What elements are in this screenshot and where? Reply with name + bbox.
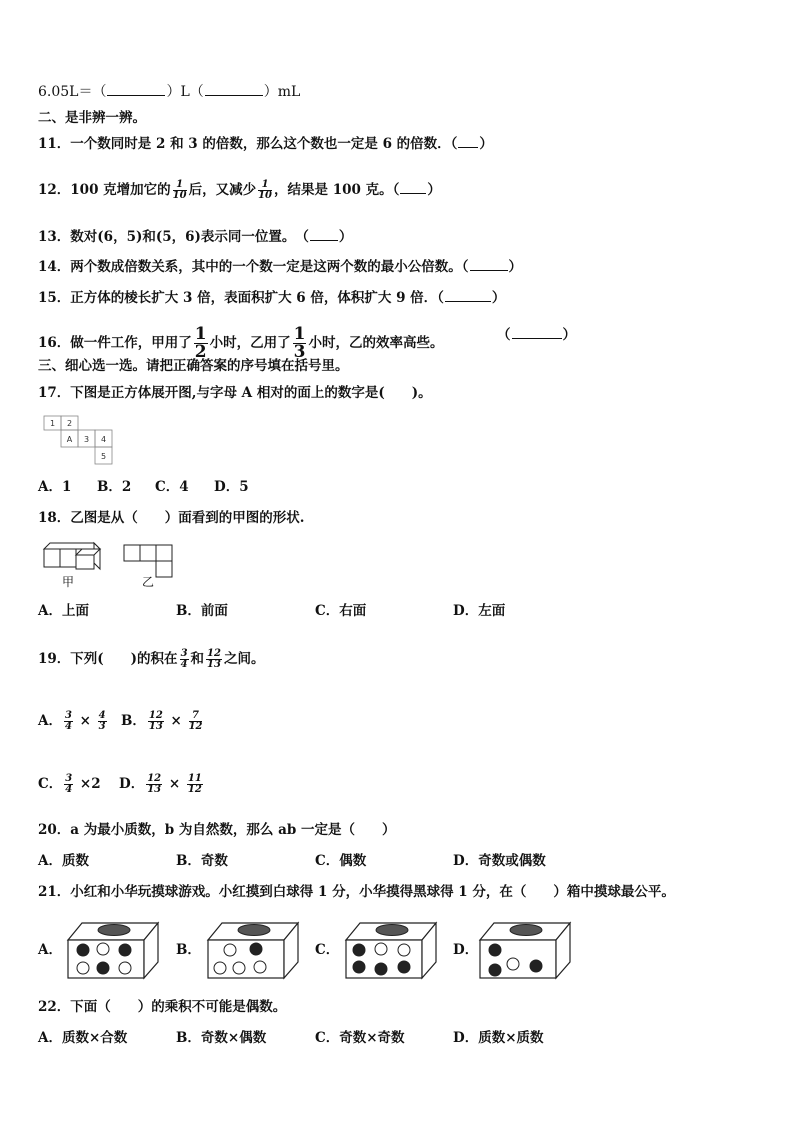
- option-b[interactable]: B．前面: [176, 603, 228, 619]
- ball-box-c[interactable]: [346, 920, 438, 980]
- option-a[interactable]: A．1: [38, 479, 72, 495]
- cube-stack-figure-jia: [44, 543, 114, 589]
- fraction: $\frac{1}{2}$: [194, 324, 207, 362]
- option-a[interactable]: A．质数: [38, 853, 89, 869]
- question-20: 20．a 为最小质数，b 为自然数，那么 ab 一定是（ ）: [38, 822, 396, 838]
- question-16-answer: （ ）: [497, 327, 576, 343]
- answer-blank[interactable]: [107, 83, 165, 96]
- fraction: $\frac{1}{3}$: [293, 324, 306, 362]
- question-12: 12．100 克增加它的 $\frac{1}{10}$ 后，又减少 $\frac{1}{10}$ ，结果是 100 克。（ ）: [38, 179, 441, 201]
- section-heading: 二、是非辨一辨。: [38, 110, 146, 126]
- question-15: 15．正方体的棱长扩大 3 倍，表面积扩大 6 倍，体积扩大 9 倍．（ ）: [38, 290, 506, 306]
- unit-conversion-line: 6.05L＝（ ）L（ ）mL: [38, 84, 301, 100]
- question-17: 17．下图是正方体展开图,与字母 A 相对的面上的数字是( )。: [38, 385, 432, 401]
- ball-box-a[interactable]: [68, 920, 160, 980]
- answer-blank[interactable]: [445, 289, 491, 302]
- question-21: 21．小红和小华玩摸球游戏。小红摸到白球得 1 分，小华摸得黑球得 1 分，在（ ）箱中摸球最公平。: [38, 884, 675, 900]
- fraction: $\frac{11}{12}$: [187, 773, 202, 795]
- answer-blank[interactable]: [512, 326, 562, 339]
- net-cell: A: [66, 435, 73, 444]
- figure-label-yi: 乙: [142, 575, 155, 589]
- question-11: 11．一个数同时是 2 和 3 的倍数，那么这个数也一定是 6 的倍数．（ ）: [38, 136, 493, 152]
- question-22: 22．下面（ ）的乘积不可能是偶数。: [38, 999, 287, 1015]
- question-16: 16．做一件工作，甲用了 $\frac{1}{2}$ 小时，乙用了 $\frac{1}{3}$ 小时，乙的效率高些。: [38, 324, 444, 362]
- option-d[interactable]: D．: [453, 942, 479, 958]
- answer-blank[interactable]: [458, 135, 478, 148]
- fraction: $\frac{1}{10}$: [172, 179, 187, 201]
- option-c[interactable]: C．4: [155, 479, 189, 495]
- option-b[interactable]: B．奇数: [176, 853, 228, 869]
- option-b[interactable]: B．2: [97, 479, 132, 495]
- option-d[interactable]: D．左面: [453, 603, 506, 619]
- option-b[interactable]: B． $\frac{12}{13}$ × $\frac{7}{12}$: [121, 710, 203, 732]
- ball-box-d[interactable]: [480, 920, 572, 980]
- answer-blank[interactable]: [400, 181, 426, 194]
- option-c[interactable]: C． $\frac{3}{4}$ ×2: [38, 773, 101, 795]
- option-c[interactable]: C．右面: [315, 603, 367, 619]
- fraction: $\frac{3}{4}$: [65, 773, 73, 795]
- option-d[interactable]: D．质数×质数: [453, 1030, 544, 1046]
- option-a[interactable]: A． $\frac{3}{4}$ × $\frac{4}{3}$: [38, 710, 106, 732]
- option-a[interactable]: A．上面: [38, 603, 89, 619]
- figure-label-jia: 甲: [62, 575, 75, 589]
- fraction: $\frac{3}{4}$: [64, 710, 72, 732]
- option-d[interactable]: D．5: [214, 479, 249, 495]
- option-c[interactable]: C．偶数: [315, 853, 367, 869]
- fraction: $\frac{1}{10}$: [258, 179, 273, 201]
- option-d[interactable]: D．奇数或偶数: [453, 853, 546, 869]
- option-b[interactable]: B．奇数×偶数: [176, 1030, 267, 1046]
- net-cell: 3: [83, 435, 90, 444]
- net-cell: 5: [100, 452, 107, 461]
- net-cell: 4: [100, 435, 107, 444]
- ball-box-b[interactable]: [208, 920, 300, 980]
- fraction: $\frac{3}{4}$: [180, 648, 188, 670]
- answer-blank[interactable]: [205, 83, 263, 96]
- cube-net-figure: [44, 416, 118, 468]
- option-a[interactable]: A．质数×合数: [38, 1030, 128, 1046]
- fraction: $\frac{7}{12}$: [188, 710, 203, 732]
- option-c[interactable]: C．奇数×奇数: [315, 1030, 405, 1046]
- fraction: $\frac{12}{13}$: [148, 710, 163, 732]
- fraction: $\frac{4}{3}$: [98, 710, 106, 732]
- section-heading: 三、细心选一选。请把正确答案的序号填在括号里。: [38, 358, 349, 374]
- question-14: 14．两个数成倍数关系，其中的一个数一定是这两个数的最小公倍数。（ ）: [38, 259, 523, 275]
- option-d[interactable]: D． $\frac{12}{13}$ × $\frac{11}{12}$: [119, 773, 202, 795]
- question-19: 19．下列( )的积在 $\frac{3}{4}$ 和 $\frac{12}{13}$ 之间。: [38, 648, 265, 670]
- option-c[interactable]: C．: [315, 942, 340, 958]
- option-b[interactable]: B．: [176, 942, 201, 958]
- answer-blank[interactable]: [310, 228, 338, 241]
- question-18: 18．乙图是从（ ）面看到的甲图的形状.: [38, 510, 305, 526]
- fraction: $\frac{12}{13}$: [207, 648, 221, 670]
- net-cell: 1: [49, 419, 56, 428]
- option-a[interactable]: A．: [38, 942, 62, 958]
- question-13: 13．数对(6，5)和(5，6)表示同一位置。 （ ）: [38, 229, 353, 245]
- view-figure-yi: [124, 543, 184, 589]
- fraction: $\frac{12}{13}$: [147, 773, 162, 795]
- answer-blank[interactable]: [470, 258, 508, 271]
- net-cell: 2: [66, 419, 73, 428]
